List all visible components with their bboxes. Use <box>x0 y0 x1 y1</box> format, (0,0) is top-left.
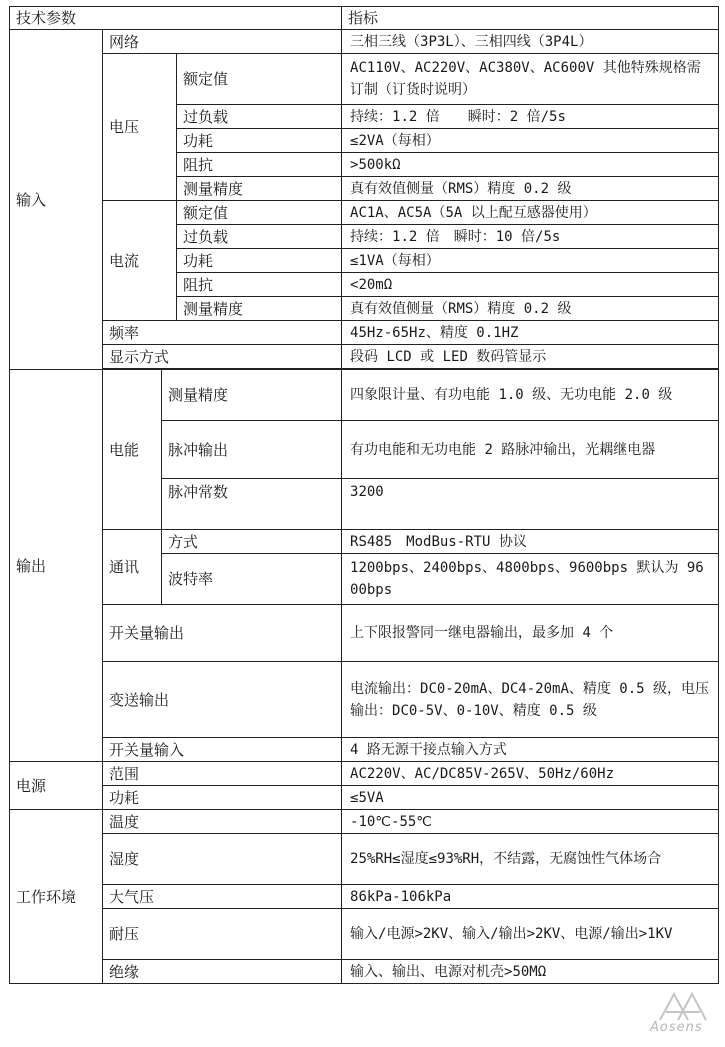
label-frequency: 频率 <box>103 321 342 345</box>
value-insulation: 输入、输出、电源对机壳>50MΩ <box>342 960 719 984</box>
label-voltage-power: 功耗 <box>177 129 342 153</box>
table-row <box>10 834 719 885</box>
label-display: 显示方式 <box>103 345 342 369</box>
value-current-accuracy: 真有效值侧量（RMS）精度 0.2 级 <box>342 297 719 321</box>
subgroup-comm: 通讯 <box>103 530 162 605</box>
spec-table <box>9 6 719 984</box>
label-insulation: 绝缘 <box>103 960 342 984</box>
value-current-rated: AC1A、AC5A（5A 以上配互感器使用） <box>342 201 719 225</box>
value-frequency: 45Hz-65Hz、精度 0.1HZ <box>342 321 719 345</box>
label-current-power: 功耗 <box>177 249 342 273</box>
subgroup-current: 电流 <box>103 201 177 321</box>
label-voltage-impedance: 阻抗 <box>177 153 342 177</box>
value-range: AC220V、AC/DC85V-265V、50Hz/60Hz <box>342 762 719 786</box>
value-voltage-power: ≤2VA（每相） <box>342 129 719 153</box>
value-current-overload: 持续：1.2 倍 瞬时：10 倍/5s <box>342 225 719 249</box>
value-pulse-const: 3200 <box>342 479 719 530</box>
group-power-supply: 电源 <box>10 762 103 810</box>
header-index: 指标 <box>342 7 719 30</box>
value-voltage-overload: 持续：1.2 倍 瞬时：2 倍/5s <box>342 105 719 129</box>
label-voltage-overload: 过负载 <box>177 105 342 129</box>
table-row <box>10 662 719 738</box>
group-input: 输入 <box>10 30 103 370</box>
value-energy-accuracy: 四象限计量、有功电能 1.0 级、无功电能 2.0 级 <box>342 370 719 421</box>
value-humidity: 25%RH≤湿度≤93%RH，不结露，无腐蚀性气体场合 <box>342 834 719 885</box>
label-energy-accuracy: 测量精度 <box>162 370 342 421</box>
table-row <box>10 370 719 421</box>
value-consumption: ≤5VA <box>342 786 719 810</box>
table-row <box>10 530 719 554</box>
table-row <box>10 738 719 762</box>
label-comm-mode: 方式 <box>162 530 342 554</box>
label-switch-in: 开关量输入 <box>103 738 342 762</box>
label-pulse-const: 脉冲常数 <box>162 479 342 530</box>
value-comm-mode: RS485 ModBus-RTU 协议 <box>342 530 719 554</box>
label-current-overload: 过负载 <box>177 225 342 249</box>
label-range: 范围 <box>103 762 342 786</box>
table-row <box>10 786 719 810</box>
label-current-rated: 额定值 <box>177 201 342 225</box>
label-consumption: 功耗 <box>103 786 342 810</box>
label-humidity: 湿度 <box>103 834 342 885</box>
value-comm-baud: 1200bps、2400bps、4800bps、9600bps 默认为 9600bps <box>342 554 719 605</box>
label-withstand: 耐压 <box>103 909 342 960</box>
aosens-logo-icon <box>630 990 720 1045</box>
label-temperature: 温度 <box>103 810 342 834</box>
label-transmit: 变送输出 <box>103 662 342 738</box>
table-row <box>10 321 719 345</box>
value-voltage-impedance: >500kΩ <box>342 153 719 177</box>
value-pressure: 86kPa-106kPa <box>342 885 719 909</box>
group-output: 输出 <box>10 370 103 762</box>
label-voltage-rated: 额定值 <box>177 54 342 105</box>
value-withstand: 输入/电源>2KV、输入/输出>2KV、电源/输出>1KV <box>342 909 719 960</box>
subgroup-energy: 电能 <box>103 370 162 530</box>
table-row <box>10 762 719 786</box>
label-comm-baud: 波特率 <box>162 554 342 605</box>
group-environment: 工作环境 <box>10 810 103 984</box>
table-row <box>10 54 719 105</box>
subgroup-voltage: 电压 <box>103 54 177 201</box>
value-current-impedance: <20mΩ <box>342 273 719 297</box>
value-voltage-accuracy: 真有效值侧量（RMS）精度 0.2 级 <box>342 177 719 201</box>
value-pulse-out: 有功电能和无功电能 2 路脉冲输出，光耦继电器 <box>342 421 719 479</box>
value-network: 三相三线（3P3L）、三相四线（3P4L） <box>342 30 719 54</box>
value-switch-in: 4 路无源干接点输入方式 <box>342 738 719 762</box>
watermark-text: Aosens <box>650 1020 703 1035</box>
value-current-power: ≤1VA（每相） <box>342 249 719 273</box>
table-row <box>10 810 719 834</box>
table-row <box>10 909 719 960</box>
header-param: 技术参数 <box>10 7 342 30</box>
label-network: 网络 <box>103 30 342 54</box>
label-switch-out: 开关量输出 <box>103 605 342 662</box>
label-pulse-out: 脉冲输出 <box>162 421 342 479</box>
value-temperature: -10℃-55℃ <box>342 810 719 834</box>
label-current-impedance: 阻抗 <box>177 273 342 297</box>
header-row <box>10 7 719 30</box>
label-voltage-accuracy: 测量精度 <box>177 177 342 201</box>
value-transmit: 电流输出：DC0-20mA、DC4-20mA、精度 0.5 级，电压输出：DC0-5V、0-10V、精度 0.5 级 <box>342 662 719 738</box>
label-pressure: 大气压 <box>103 885 342 909</box>
table-row <box>10 345 719 369</box>
table-row <box>10 201 719 225</box>
table-row <box>10 30 719 54</box>
table-row <box>10 605 719 662</box>
table-row <box>10 885 719 909</box>
table-row <box>10 960 719 984</box>
value-voltage-rated: AC110V、AC220V、AC380V、AC600V 其他特殊规格需订制（订货时说明） <box>342 54 719 105</box>
value-display: 段码 LCD 或 LED 数码管显示 <box>342 345 719 369</box>
value-switch-out: 上下限报警同一继电器输出，最多加 4 个 <box>342 605 719 662</box>
label-current-accuracy: 测量精度 <box>177 297 342 321</box>
